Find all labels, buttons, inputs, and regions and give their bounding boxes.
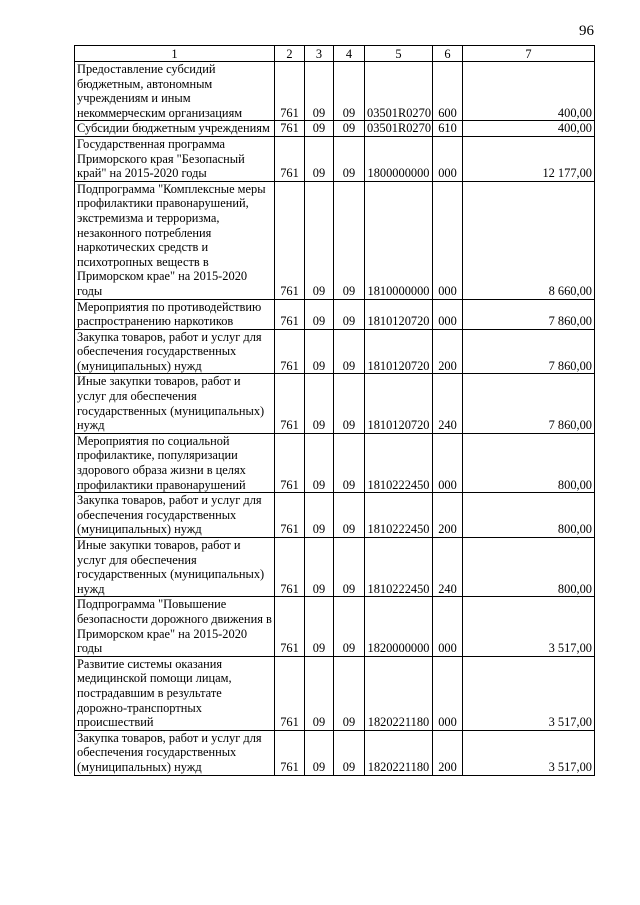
cell-amount: 12 177,00 <box>463 136 595 181</box>
page-number: 96 <box>579 23 594 39</box>
cell-expense-type: 600 <box>433 62 463 121</box>
cell-subsection: 09 <box>334 433 365 492</box>
table-row <box>75 538 595 597</box>
cell-section: 09 <box>305 62 334 121</box>
cell-expense-type: 000 <box>433 136 463 181</box>
budget-table <box>74 45 595 776</box>
cell-section: 09 <box>305 433 334 492</box>
cell-section: 09 <box>305 136 334 181</box>
table-row <box>75 730 595 775</box>
cell-target-code: 1820000000 <box>365 597 433 656</box>
cell-expense-type: 000 <box>433 597 463 656</box>
header-col-1: 1 <box>75 46 275 62</box>
cell-name: Закупка товаров, работ и услуг для обеспечения государственных (муниципальных) нужд <box>75 730 275 775</box>
cell-section: 09 <box>305 121 334 137</box>
cell-section: 09 <box>305 299 334 329</box>
header-col-3: 3 <box>305 46 334 62</box>
cell-amount: 7 860,00 <box>463 374 595 433</box>
header-col-7: 7 <box>463 46 595 62</box>
cell-name: Закупка товаров, работ и услуг для обеспечения государственных (муниципальных) нужд <box>75 493 275 538</box>
cell-name: Развитие системы оказания медицинской помощи лицам, пострадавшим в результате дорожно-транспортных происшествий <box>75 656 275 730</box>
cell-name: Мероприятия по противодействию распространению наркотиков <box>75 299 275 329</box>
table-row <box>75 121 595 137</box>
table-row <box>75 181 595 299</box>
cell-target-code: 1810120720 <box>365 374 433 433</box>
cell-grbs: 761 <box>275 62 305 121</box>
cell-grbs: 761 <box>275 656 305 730</box>
cell-grbs: 761 <box>275 181 305 299</box>
cell-name: Иные закупки товаров, работ и услуг для обеспечения государственных (муниципальных) нужд <box>75 374 275 433</box>
cell-section: 09 <box>305 597 334 656</box>
cell-amount: 7 860,00 <box>463 329 595 374</box>
header-col-4: 4 <box>334 46 365 62</box>
cell-subsection: 09 <box>334 329 365 374</box>
cell-amount: 400,00 <box>463 121 595 137</box>
cell-expense-type: 000 <box>433 181 463 299</box>
cell-section: 09 <box>305 374 334 433</box>
cell-expense-type: 000 <box>433 299 463 329</box>
cell-section: 09 <box>305 538 334 597</box>
cell-name: Иные закупки товаров, работ и услуг для обеспечения государственных (муниципальных) нужд <box>75 538 275 597</box>
cell-target-code: 1810120720 <box>365 329 433 374</box>
cell-grbs: 761 <box>275 329 305 374</box>
table-row <box>75 62 595 121</box>
cell-expense-type: 000 <box>433 433 463 492</box>
cell-name: Мероприятия по социальной профилактике, популяризации здорового образа жизни в целях профилактики правонарушений <box>75 433 275 492</box>
cell-expense-type: 200 <box>433 329 463 374</box>
cell-name: Закупка товаров, работ и услуг для обеспечения государственных (муниципальных) нужд <box>75 329 275 374</box>
cell-grbs: 761 <box>275 538 305 597</box>
cell-expense-type: 240 <box>433 538 463 597</box>
cell-subsection: 09 <box>334 374 365 433</box>
cell-amount: 800,00 <box>463 538 595 597</box>
table-row <box>75 136 595 181</box>
cell-target-code: 1810120720 <box>365 299 433 329</box>
cell-name: Государственная программа Приморского края "Безопасный край" на 2015-2020 годы <box>75 136 275 181</box>
cell-amount: 800,00 <box>463 433 595 492</box>
cell-grbs: 761 <box>275 730 305 775</box>
cell-target-code: 1820221180 <box>365 656 433 730</box>
cell-amount: 400,00 <box>463 62 595 121</box>
header-col-6: 6 <box>433 46 463 62</box>
cell-subsection: 09 <box>334 730 365 775</box>
cell-subsection: 09 <box>334 299 365 329</box>
cell-name: Подпрограмма "Повышение безопасности дорожного движения в Приморском крае" на 2015-2020 годы <box>75 597 275 656</box>
cell-grbs: 761 <box>275 433 305 492</box>
cell-section: 09 <box>305 329 334 374</box>
cell-name: Подпрограмма "Комплексные меры профилактики правонарушений, экстремизма и терроризма, незаконного потребления наркотических средств и психотропных веществ в Приморском крае" на 2015-2020 годы <box>75 181 275 299</box>
cell-target-code: 1810222450 <box>365 433 433 492</box>
header-row <box>75 46 595 62</box>
cell-subsection: 09 <box>334 538 365 597</box>
cell-target-code: 1810222450 <box>365 538 433 597</box>
cell-section: 09 <box>305 181 334 299</box>
cell-name: Субсидии бюджетным учреждениям <box>75 121 275 137</box>
table-row <box>75 374 595 433</box>
cell-amount: 3 517,00 <box>463 597 595 656</box>
cell-grbs: 761 <box>275 374 305 433</box>
cell-expense-type: 610 <box>433 121 463 137</box>
cell-name: Предоставление субсидий бюджетным, автономным учреждениям и иным некоммерческим организациям <box>75 62 275 121</box>
cell-expense-type: 200 <box>433 493 463 538</box>
cell-grbs: 761 <box>275 597 305 656</box>
cell-target-code: 1810222450 <box>365 493 433 538</box>
cell-subsection: 09 <box>334 121 365 137</box>
cell-expense-type: 240 <box>433 374 463 433</box>
cell-amount: 8 660,00 <box>463 181 595 299</box>
cell-amount: 800,00 <box>463 493 595 538</box>
cell-grbs: 761 <box>275 493 305 538</box>
table-row <box>75 433 595 492</box>
cell-grbs: 761 <box>275 299 305 329</box>
cell-expense-type: 000 <box>433 656 463 730</box>
header-col-5: 5 <box>365 46 433 62</box>
table-row <box>75 597 595 656</box>
cell-target-code: 03501R0270 <box>365 62 433 121</box>
cell-subsection: 09 <box>334 62 365 121</box>
table-row <box>75 299 595 329</box>
cell-amount: 3 517,00 <box>463 656 595 730</box>
cell-subsection: 09 <box>334 493 365 538</box>
cell-subsection: 09 <box>334 136 365 181</box>
cell-target-code: 1810000000 <box>365 181 433 299</box>
cell-section: 09 <box>305 493 334 538</box>
cell-expense-type: 200 <box>433 730 463 775</box>
cell-target-code: 1820221180 <box>365 730 433 775</box>
cell-grbs: 761 <box>275 136 305 181</box>
cell-section: 09 <box>305 656 334 730</box>
cell-amount: 3 517,00 <box>463 730 595 775</box>
table-row <box>75 329 595 374</box>
cell-subsection: 09 <box>334 181 365 299</box>
cell-target-code: 1800000000 <box>365 136 433 181</box>
cell-section: 09 <box>305 730 334 775</box>
table-row <box>75 493 595 538</box>
cell-amount: 7 860,00 <box>463 299 595 329</box>
cell-subsection: 09 <box>334 656 365 730</box>
cell-grbs: 761 <box>275 121 305 137</box>
cell-target-code: 03501R0270 <box>365 121 433 137</box>
table-row <box>75 656 595 730</box>
cell-subsection: 09 <box>334 597 365 656</box>
header-col-2: 2 <box>275 46 305 62</box>
